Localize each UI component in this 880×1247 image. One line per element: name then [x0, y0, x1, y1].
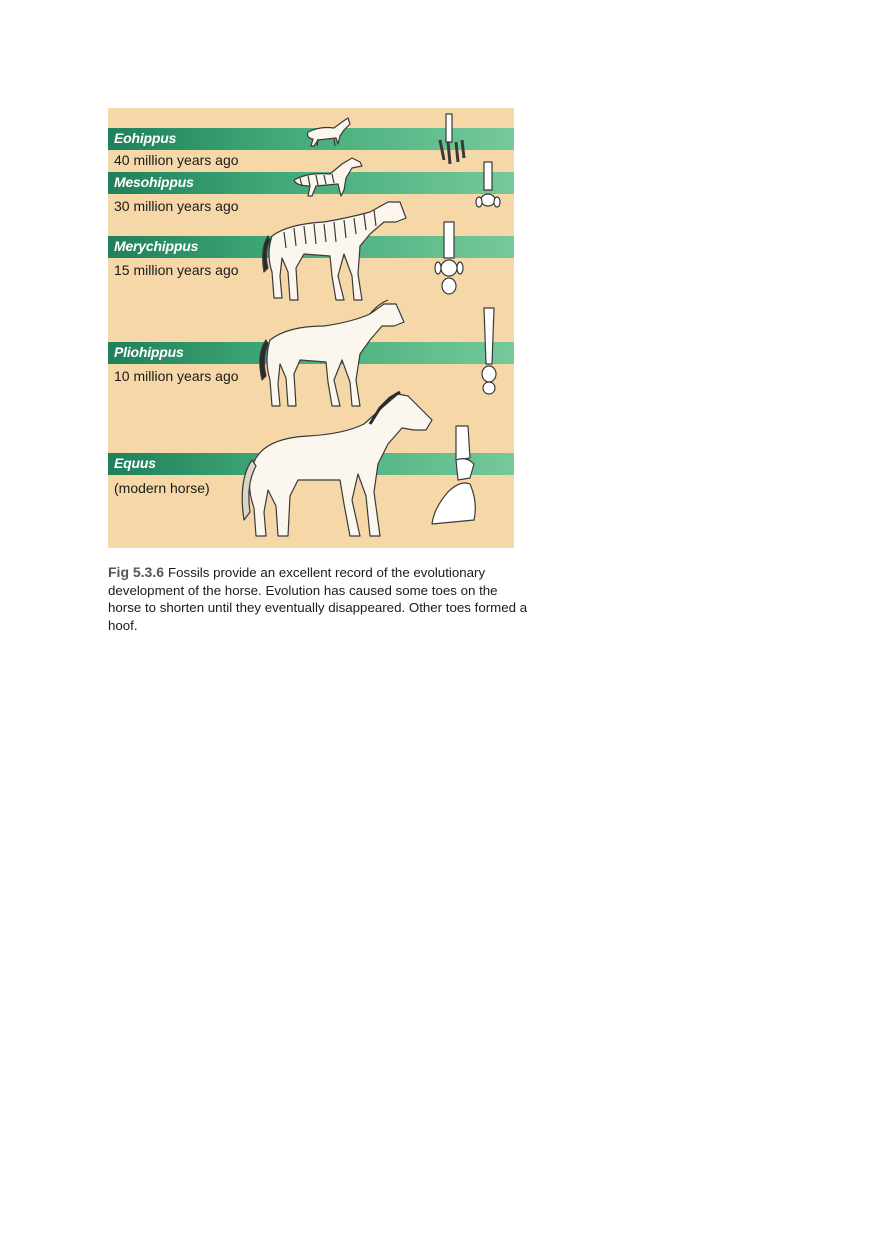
merychippus-drawing — [263, 202, 406, 300]
stage-age: 40 million years ago — [114, 152, 239, 168]
stage-age: 30 million years ago — [114, 198, 239, 214]
equus-foot-bones — [432, 426, 475, 524]
stage-name: Pliohippus — [114, 344, 184, 360]
pliohippus-drawing — [260, 300, 404, 406]
pliohippus-foot-bones — [482, 308, 496, 394]
mesohippus-foot-bones — [476, 162, 500, 207]
horse-illustrations — [108, 108, 514, 548]
stage-name: Eohippus — [114, 130, 177, 146]
stage-age: 10 million years ago — [114, 368, 239, 384]
stage-name: Mesohippus — [114, 174, 194, 190]
horse-evolution-figure — [108, 108, 514, 548]
equus-drawing — [242, 392, 432, 536]
caption-text: Fossils provide an excellent record of the evolutionary development of the horse. Evolution has caused some toes on the horse to shorten until they eventually disappeared. Other toes formed a hoof. — [108, 565, 528, 633]
stage-name: Equus — [114, 455, 156, 471]
figure-label: Fig 5.3.6 — [108, 564, 165, 580]
eohippus-foot-bones — [440, 114, 464, 164]
figure-caption — [108, 564, 528, 634]
stage-name: Merychippus — [114, 238, 199, 254]
merychippus-foot-bones — [435, 222, 463, 294]
mesohippus-drawing — [294, 158, 362, 196]
stage-age: 15 million years ago — [114, 262, 239, 278]
eohippus-drawing — [308, 118, 350, 146]
stage-age: (modern horse) — [114, 480, 210, 496]
